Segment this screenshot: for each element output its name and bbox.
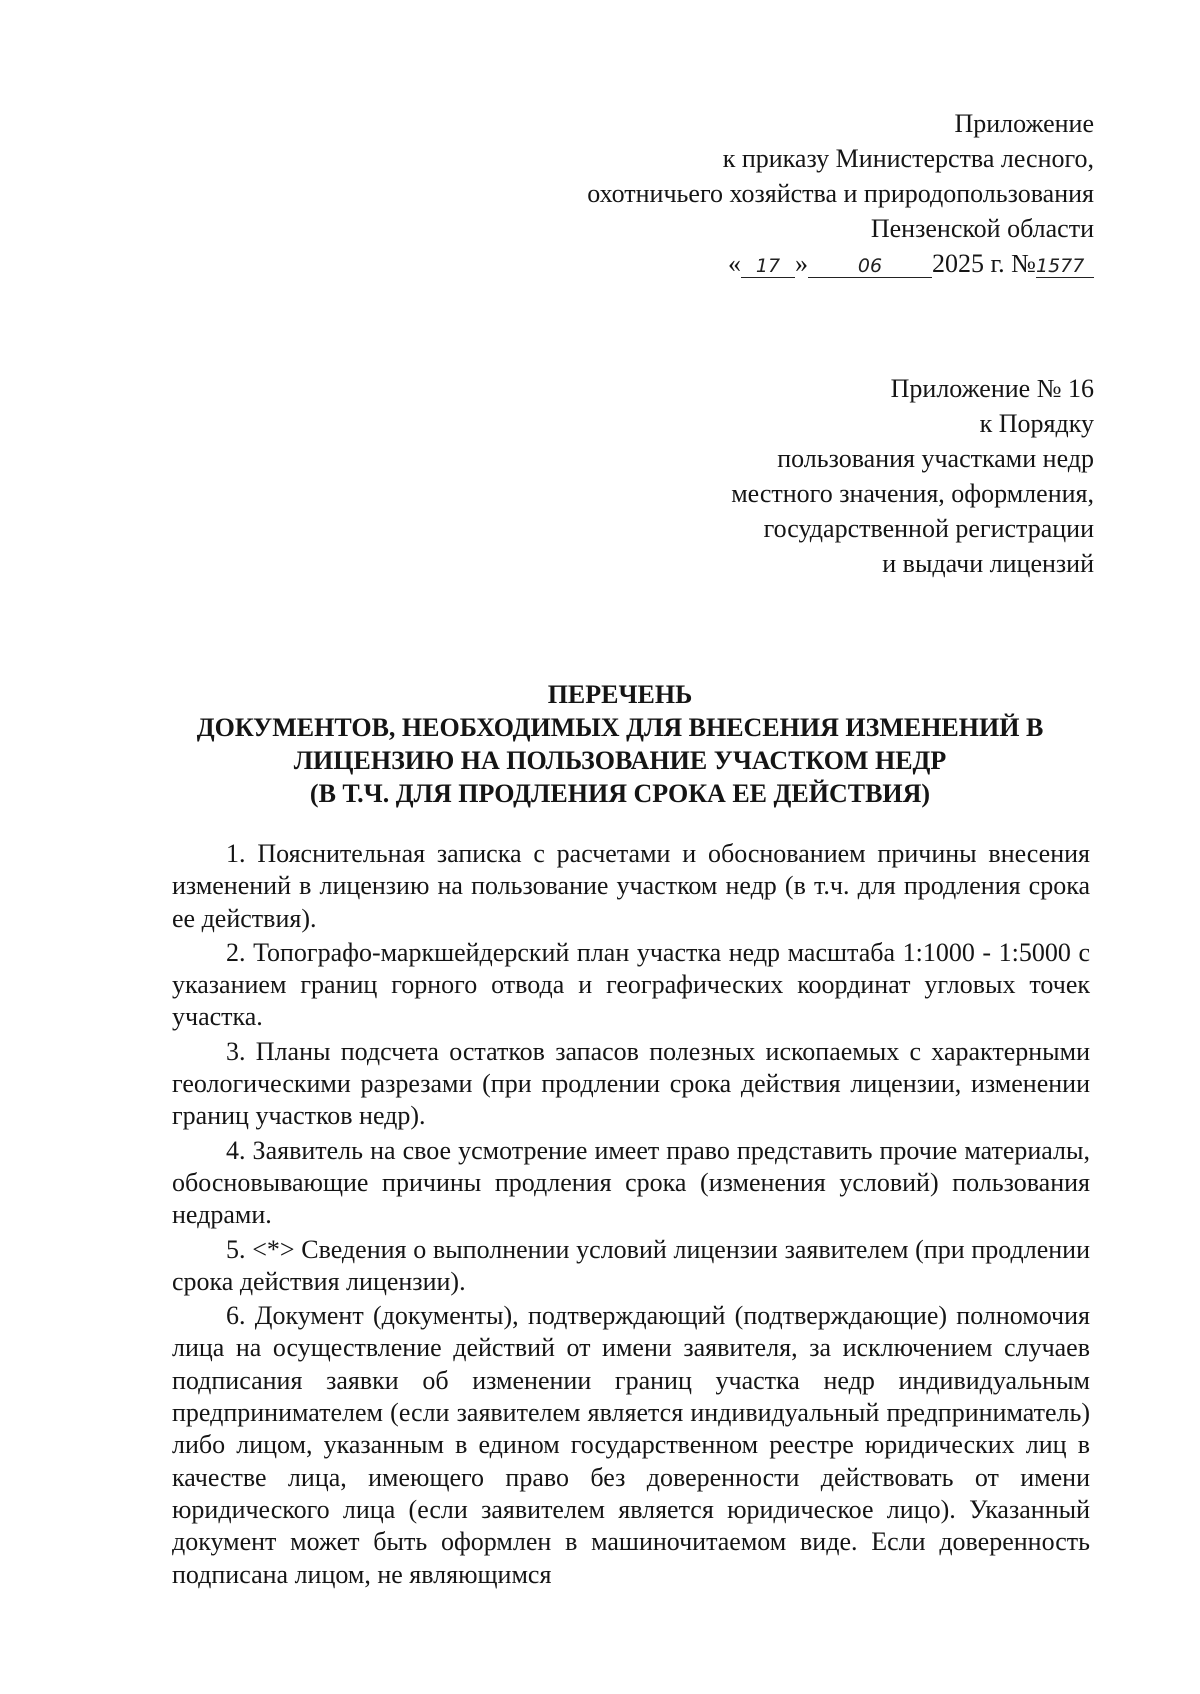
title-line-2: ДОКУМЕНТОВ, НЕОБХОДИМЫХ ДЛЯ ВНЕСЕНИЯ ИЗМЕНЕНИЙ В: [196, 713, 1044, 742]
handwritten-order-number: 1577: [1036, 255, 1085, 277]
list-item-5: 5. <*> Сведения о выполнении условий лицензии заявителем (при продлении срока действия лицензии).: [172, 1234, 1090, 1296]
date-open-quote: «: [727, 249, 741, 278]
order-date-line: [587, 246, 1094, 281]
date-close-quote: »: [794, 249, 808, 278]
order-reference: к приказу Министерства лесного,: [722, 144, 1094, 173]
documents-list: [172, 838, 1090, 1593]
list-item-3: 3. Планы подсчета остатков запасов полезных ископаемых с характерными геологическими разрезами (при продлении срока действия лицензии, изменении границ участков недр).: [172, 1036, 1090, 1131]
handwritten-day: 17: [755, 255, 781, 277]
title-line-4: (В Т.Ч. ДЛЯ ПРОДЛЕНИЯ СРОКА ЕЕ ДЕЙСТВИЯ): [309, 779, 931, 808]
appendix-16-line-4: местного значения, оформления,: [731, 479, 1094, 508]
list-item-1: 1. Пояснительная записка с расчетами и обоснованием причины внесения изменений в лицензию на пользование участком недр (в т.ч. для продления срока ее действия).: [172, 839, 1090, 933]
list-item-6: 6. Документ (документы), подтверждающий (подтверждающие) полномочия лица на осуществление действий от имени заявителя, за исключением случаев подписания заявки об изменении границ участка недр индивидуальным предпринимателем (если заявителем является индивидуальный предприниматель) либо лицом, указанным в едином государственном реестре юридических лиц в качестве лица, имеющего право без доверенности действовать от имени юридического лица (если заявителем является юридическое лицо). Указанный документ может быть оформлен в машиночитаемом виде. Если доверенность подписана лицом, не являющимся: [172, 1301, 1090, 1589]
document-title: [150, 678, 1090, 810]
handwritten-month: 06: [857, 255, 883, 277]
appendix-label: Приложение: [954, 109, 1094, 138]
appendix-16-line-6: и выдачи лицензий: [882, 549, 1094, 578]
appendix-16-line-3: пользования участками недр: [777, 444, 1094, 473]
title-line-1: ПЕРЕЧЕНЬ: [547, 680, 693, 709]
region-name: Пензенской области: [870, 214, 1094, 243]
appendix-16-line-5: государственной регистрации: [763, 514, 1094, 543]
order-number-blank: [1036, 253, 1094, 278]
date-day-blank: [741, 253, 795, 278]
ministry-name: охотничьего хозяйства и природопользования: [587, 179, 1094, 208]
date-month-blank: [808, 253, 932, 278]
date-year-text: 2025 г. №: [931, 249, 1036, 278]
procedure-appendix-header: [731, 371, 1094, 581]
appendix-16-line-2: к Порядку: [979, 409, 1094, 438]
list-item-2: 2. Топографо-маркшейдерский план участка недр масштаба 1:1000 - 1:5000 с указанием границ горного отвода и географических координат угловых точек участка.: [172, 937, 1090, 1032]
appendix-16-line-1: Приложение № 16: [890, 374, 1094, 403]
order-appendix-header: [587, 106, 1094, 281]
list-item-4: 4. Заявитель на свое усмотрение имеет право представить прочие материалы, обосновывающие причины продления срока (изменения условий) пользования недрами.: [172, 1135, 1090, 1230]
title-line-3: ЛИЦЕНЗИЮ НА ПОЛЬЗОВАНИЕ УЧАСТКОМ НЕДР: [293, 746, 947, 775]
